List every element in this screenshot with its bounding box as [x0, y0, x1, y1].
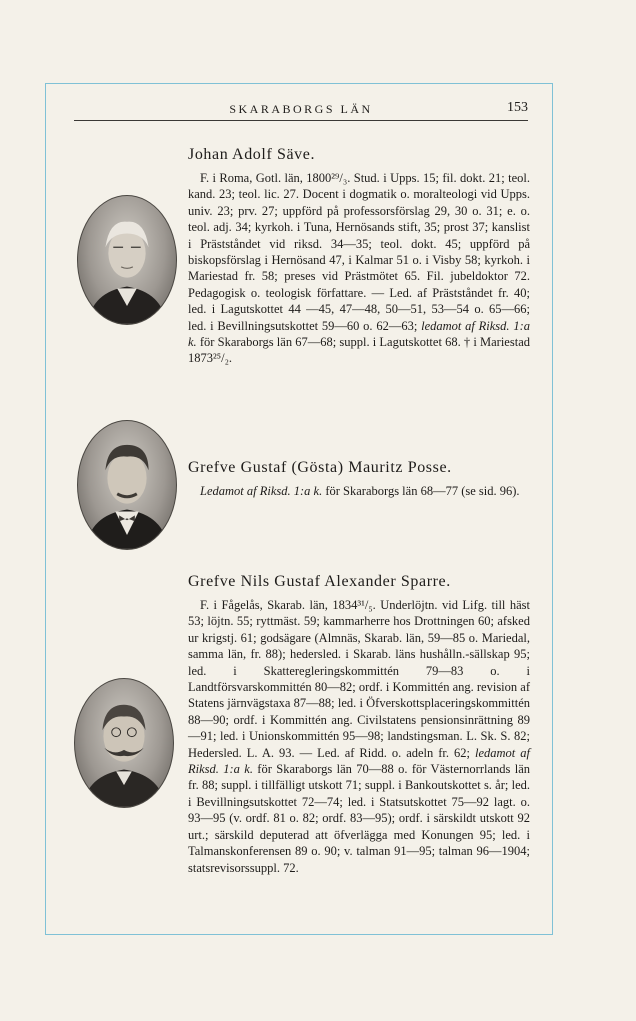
- bio-italic-run: ledamot af Riksd. 1:a k.: [188, 745, 530, 777]
- bio-run: F. i Roma, Gotl. län, 1800²⁹/₃. Stud. i Upps. 15; fil. dokt. 21; teol. kand. 23; teol. lic. 27. Docent i dogmatik o. moralteologi vid Upps. univ. 23; prv. 27; uppförd på professorsförslag 29, 30 o. 31; e. o. teol. adj. 34; kyrkoh. i Tuna, Hernösands stift, 35; prost 37; kanslist i Prästståndet vid riksd. 34—35; teol. dokt. 45; uppförd på biskopsförslag i Hernösand 47, i Kalmar 51 o. i Visby 58; kyrkoh. i Mariestad fr. 58; preses vid Prästmötet 65. Fil. jubeldoktor 72. Pedagogisk o. teologisk författare. — Led. af Prästståndet fr. 40; led. i Lagutskottet 44 —45, 47—48, 50—51, 53—54 o. 65—66; led. i Bevillningsutskottet 59—60 o. 62—63;: [188, 171, 530, 333]
- entry-bio: [188, 170, 530, 367]
- page-number: 153: [507, 100, 528, 115]
- portrait-posse: [77, 420, 177, 550]
- entry-sparre: [188, 573, 530, 876]
- portrait-save-image: [78, 196, 176, 324]
- bio-run: F. i Fågelås, Skarab. län, 1834³¹/₅. Underlöjtn. vid Lifg. till häst 53; löjtn. 55; ryttmäst. 59; kammarherre hos Drottningen 60; afsked ur krigstj. 61; godsägare (Almnäs, Skarab. län, 59—85 o. Mariedal, samma län, fr. 88); hedersled. i Skarab. läns hushålln.-sällskap 95; led. i Skatteregleringskommittén 79—83 o. i Landtförsvarskommittén 80—82; ordf. i Kommittén ang. revision af Statens järnvägstaxa 87—88; led. i Öfverskottsplaceringskommittén 88—90; ordf. i Kommittén ang. Civilstatens pensionsinrättning 89—91; led. i Unionskommittén 95—98; landstingsman. L. Sk. S. 82; Hedersled. L. A. 93. — Led. af Ridd. o. adeln fr. 62;: [188, 598, 530, 760]
- entry-posse: [188, 459, 530, 499]
- entry-name: Johan Adolf Säve.: [188, 146, 316, 163]
- bio-run: för Skaraborgs län 70—88 o. för Västernorrlands län fr. 88; suppl. i tillfälligt utskott 71; suppl. i Bankoutskottet s. år; led. i Bevillningsutskottet 72—74; led. i Statsutskottet 75—92 lagt. o. 93—95 (v. ordf. 81 o. 82; ordf. 83—95); ordf. i särskildt utskott 92 urt.; särskild deputerad att öfverlägga med Konungen 95; led. i Talmanskonferensen 89 o. 90; v. talman 91—95; talman 96—1904; statsrevisorssuppl. 72.: [188, 762, 531, 875]
- bio-run: för Skaraborgs län 67—68; suppl. i Lagutskottet 68. † i Mariestad 1873²⁵/₂.: [188, 335, 530, 366]
- running-title: SKARABORGS LÄN: [229, 102, 373, 116]
- entry-bio: [188, 483, 530, 499]
- portrait-sparre-image: [75, 679, 173, 807]
- portrait-save: [77, 195, 177, 325]
- portrait-sparre: [74, 678, 174, 808]
- entry-name: Grefve Gustaf (Gösta) Mauritz Posse.: [188, 459, 452, 476]
- bio-run: för Skaraborgs län 68—77 (se sid. 96).: [322, 484, 520, 498]
- entry-bio: [188, 597, 530, 876]
- bio-italic-run: ledamot af Riksd. 1:a k.: [188, 318, 530, 350]
- running-head: [74, 100, 528, 121]
- portrait-posse-image: [78, 421, 176, 549]
- entry-save: [188, 146, 530, 367]
- bio-italic-run: Ledamot af Riksd. 1:a k.: [200, 484, 323, 498]
- entry-name: Grefve Nils Gustaf Alexander Sparre.: [188, 573, 451, 590]
